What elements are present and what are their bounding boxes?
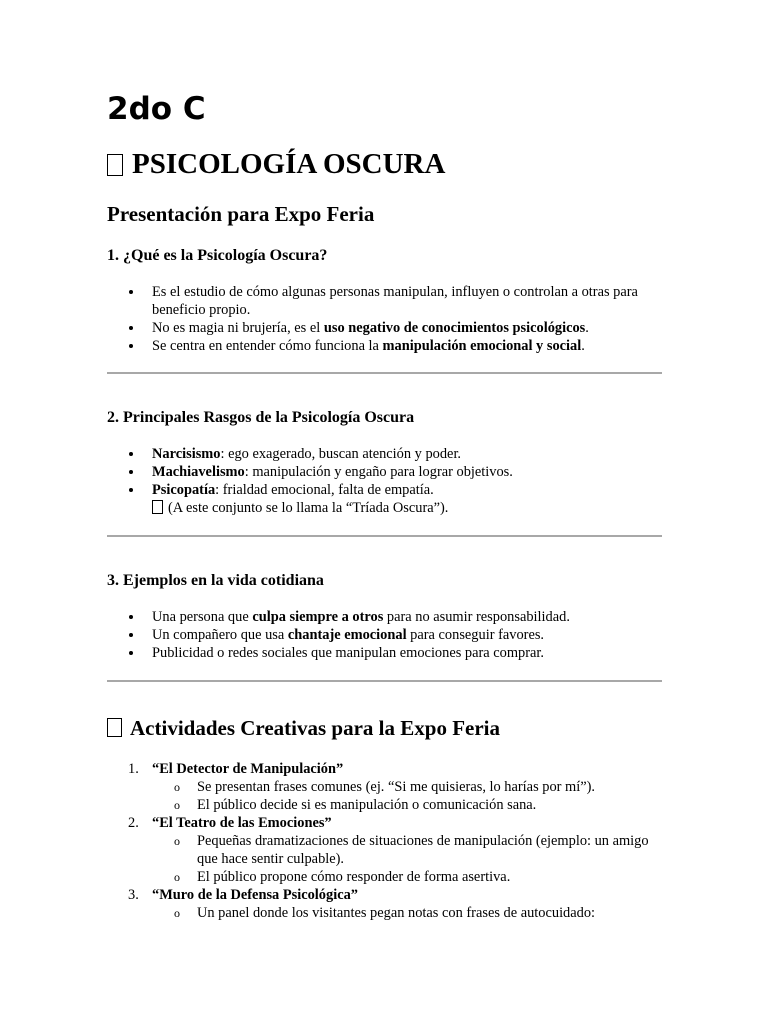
activities-list — [107, 760, 662, 922]
subtitle: Presentación para Expo Feria — [107, 202, 375, 226]
activity-item: 3. “Muro de la Defensa Psicológica” o Un panel donde los visitantes pegan notas con frases de autocuidado: — [107, 886, 662, 922]
missing-emoji-icon — [152, 500, 163, 514]
activity-sublist — [152, 904, 662, 922]
bullet-icon — [129, 615, 133, 619]
activity-sublist — [152, 778, 662, 814]
section-2-list — [107, 445, 662, 517]
section-divider — [107, 535, 662, 537]
bullet-icon — [129, 290, 133, 294]
missing-emoji-icon — [107, 718, 122, 737]
sub-list-item: o El público propone cómo responder de forma asertiva. — [174, 869, 511, 885]
list-item: Machiavelismo: manipulación y engaño para lograr objetivos. — [107, 463, 662, 481]
activity-sublist — [152, 832, 662, 886]
list-item: No es magia ni brujería, es el uso negativo de conocimientos psicológicos. — [107, 319, 662, 337]
activities-heading: Actividades Creativas para la Expo Feria — [107, 714, 500, 742]
bullet-icon — [129, 326, 133, 330]
list-item: Se centra en entender cómo funciona la manipulación emocional y social. — [107, 337, 662, 355]
bullet-icon — [129, 651, 133, 655]
list-item: Publicidad o redes sociales que manipulan emociones para comprar. — [107, 644, 662, 662]
list-item: Un compañero que usa chantaje emocional para conseguir favores. — [107, 626, 662, 644]
sub-list-item: o Se presentan frases comunes (ej. “Si me quisieras, lo harías por mí”). — [174, 779, 596, 795]
activity-title: “El Teatro de las Emociones” — [152, 815, 332, 831]
sub-list-item: o Un panel donde los visitantes pegan notas con frases de autocuidado: — [174, 905, 596, 921]
bullet-icon — [129, 470, 133, 474]
section-3-heading: 3. Ejemplos en la vida cotidiana — [107, 572, 324, 589]
activity-title: “Muro de la Defensa Psicológica” — [152, 887, 358, 903]
main-title — [107, 145, 445, 183]
main-title-text: PSICOLOGÍA OSCURA — [132, 148, 446, 180]
sub-list-item: o Pequeñas dramatizaciones de situaciones de manipulación (ejemplo: un amigo que hace sentir culpable). — [174, 833, 649, 867]
section-1-heading: 1. ¿Qué es la Psicología Oscura? — [107, 247, 328, 264]
bullet-icon — [129, 452, 133, 456]
section-divider — [107, 680, 662, 682]
section-3-list — [107, 608, 662, 662]
list-item: Narcisismo: ego exagerado, buscan atención y poder. — [107, 445, 662, 463]
activity-item: 1. “El Detector de Manipulación” o Se presentan frases comunes (ej. “Si me quisieras, lo harías por mí”). o El público decide si es manipulación o comunicación sana. — [107, 760, 662, 814]
bullet-icon — [129, 344, 133, 348]
list-item: Una persona que culpa siempre a otros para no asumir responsabilidad. — [107, 608, 662, 626]
bullet-icon — [129, 633, 133, 637]
list-item: Es el estudio de cómo algunas personas manipulan, influyen o controlan a otras para beneficio propio. — [107, 283, 662, 319]
section-1-list — [107, 283, 662, 355]
class-title: 2do C — [107, 91, 206, 127]
list-item: Psicopatía: frialdad emocional, falta de empatía. (A este conjunto se lo llama la “Tríada Oscura”). — [107, 481, 662, 517]
bullet-icon — [129, 488, 133, 492]
missing-emoji-icon — [107, 154, 123, 176]
activity-item: 2. “El Teatro de las Emociones” o Pequeñas dramatizaciones de situaciones de manipulación (ejemplo: un amigo que hace sentir culpable). o El público propone cómo responder de forma asertiva. — [107, 814, 662, 886]
activity-title: “El Detector de Manipulación” — [152, 761, 344, 777]
section-2-heading: 2. Principales Rasgos de la Psicología Oscura — [107, 409, 415, 426]
section-divider — [107, 372, 662, 374]
sub-list-item: o El público decide si es manipulación o comunicación sana. — [174, 797, 537, 813]
